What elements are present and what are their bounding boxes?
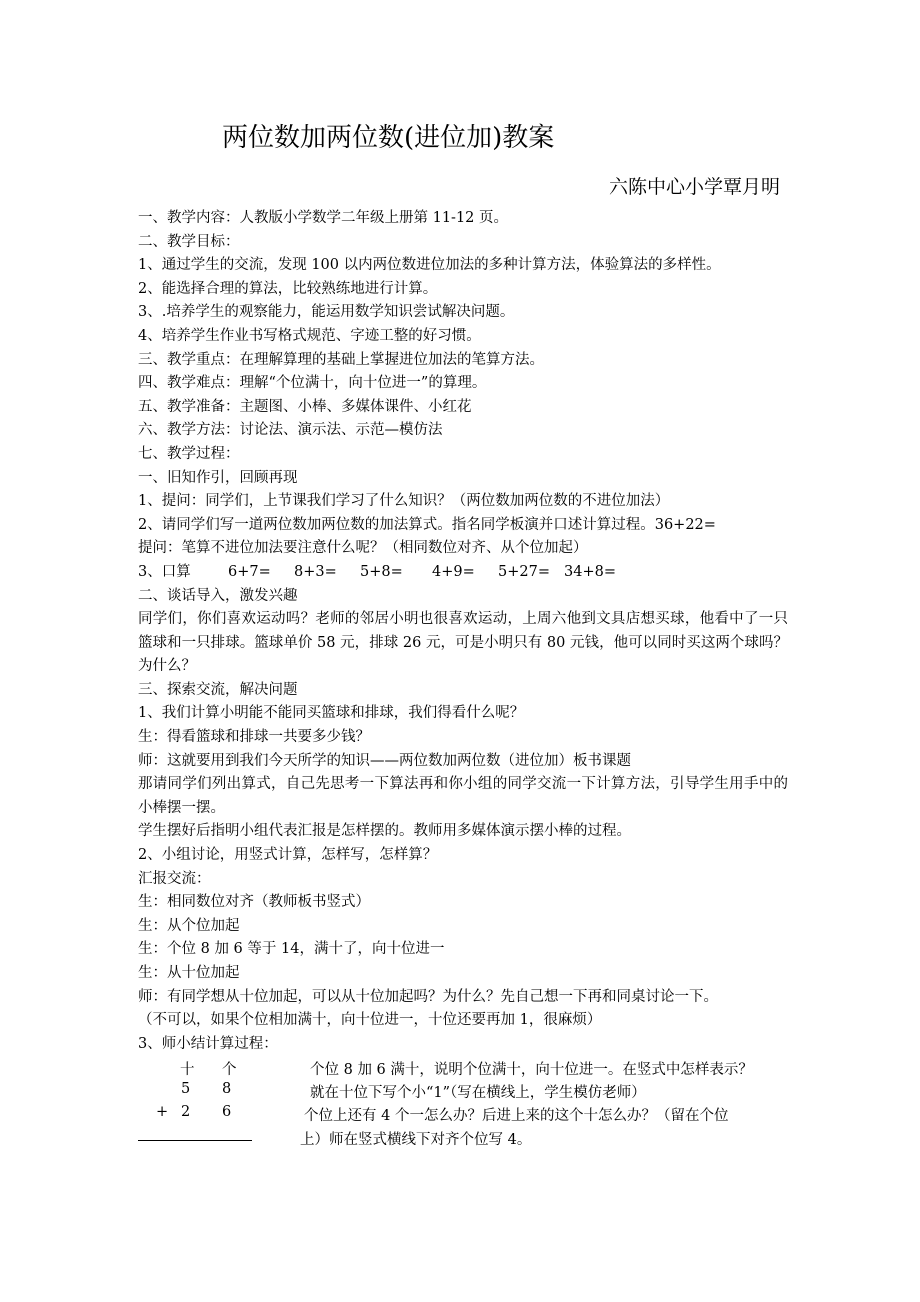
oral-calc-item: 6+7=	[228, 563, 271, 580]
teacher-line-2: 师：有同学想从十位加起，可以从十位加起吗？为什么？先自己想一下再和同桌讨论一下。	[138, 988, 718, 1005]
oral-calc-item: 5+27=	[498, 563, 550, 580]
story-paragraph: 同学们，你们喜欢运动吗？老师的邻居小明也很喜欢运动，上周六他到文具店想买球，他看中了一只篮球和一只排球。篮球单价 58 元，排球 26 元，可是小明只有 80 元钱，他可以同时买这两个球吗？为什么？	[138, 611, 788, 675]
process-heading-3: 三、探索交流，解决问题	[138, 681, 298, 698]
teacher-line-1: 师：这就要用到我们今天所学的知识——两位数加两位数（进位加）板书课题	[138, 752, 631, 769]
section-key-point: 三、教学重点：在理解算理的基础上掌握进位加法的笔算方法。	[138, 351, 544, 368]
row2-tens: 2	[181, 1104, 191, 1121]
process-question-2: 2、请同学们写一道两位数加两位数的加法算式。指名同学板演并口述计算过程。36+22=	[138, 516, 716, 533]
section-difficulty: 四、教学难点：理解“个位满十，向十位进一”的算理。	[138, 375, 487, 392]
vertical-calc-line	[138, 1140, 252, 1141]
row2-ones: 6	[222, 1104, 232, 1121]
explore-question-2: 2、小组讨论，用竖式计算，怎样写，怎样算？	[138, 847, 438, 864]
oral-calc-item: 34+8=	[564, 563, 616, 580]
section-content: 一、教学内容：人教版小学数学二年级上册第 11-12 页。	[138, 210, 509, 226]
objective-2: 2、能选择合理的算法，比较熟练地进行计算。	[138, 280, 438, 297]
oral-calc-item: 5+8=	[360, 563, 403, 580]
explanation-line-1: 个位 8 加 6 满十，说明个位满十，向十位进一。在竖式中怎样表示？	[310, 1062, 753, 1079]
summary-heading: 3、师小结计算过程：	[138, 1035, 278, 1052]
objective-3: 3、.培养学生的观察能力，能运用数学知识尝试解决问题。	[138, 304, 515, 321]
document-body	[138, 207, 788, 1152]
process-heading-2: 二、谈话导入，激发兴趣	[138, 587, 298, 604]
process-question-1: 1、提问：同学们，上节课我们学习了什么知识？（两位数加两位数的不进位加法）	[138, 493, 670, 510]
oral-calc-item: 8+3=	[294, 563, 337, 580]
teacher-line-3: （不可以，如果个位相加满十，向十位进一，十位还要再加 1，很麻烦）	[138, 1012, 602, 1029]
section-objectives: 二、教学目标：	[138, 233, 240, 250]
author-line: 六陈中心小学覃月明	[608, 176, 780, 198]
explanation-line-3: 个位上还有 4 个一怎么办？后进上来的这个十怎么办？（留在个位	[304, 1108, 729, 1125]
explanation-line-4: 上）师在竖式横线下对齐个位写 4。	[300, 1132, 532, 1149]
explanation-line-2: 就在十位下写个小“1”（写在横线上，学生模仿老师）	[310, 1085, 646, 1102]
row1-tens: 5	[181, 1081, 191, 1098]
header-tens: 十	[180, 1062, 195, 1079]
oral-calc-item: 4+9=	[432, 563, 475, 580]
report-line: 学生摆好后指明小组代表汇报是怎样摆的。教师用多媒体演示摆小棒的过程。	[138, 823, 631, 840]
objective-4: 4、培养学生作业书写格式规范、字迹工整的好习惯。	[138, 327, 481, 344]
plus-sign: +	[156, 1104, 169, 1121]
student-answer-5: 生：从十位加起	[138, 965, 240, 981]
group-work-paragraph: 那请同学们列出算式，自己先思考一下算法再和你小组的同学交流一下计算方法，引导学生用手中的小棒摆一摆。	[138, 776, 788, 816]
process-heading-1: 一、旧知作引，回顾再现	[138, 469, 298, 486]
row1-ones: 8	[222, 1081, 232, 1098]
header-ones: 个	[222, 1062, 237, 1079]
section-preparation: 五、教学准备：主题图、小棒、多媒体课件、小红花	[138, 398, 472, 415]
explore-question-1: 1、我们计算小明能不能同买篮球和排球，我们得看什么呢？	[138, 705, 525, 722]
student-answer-2: 生：相同数位对齐（教师板书竖式）	[138, 894, 370, 911]
section-methods: 六、教学方法：讨论法、演示法、示范—模仿法	[138, 422, 443, 439]
objective-1: 1、通过学生的交流，发现 100 以内两位数进位加法的多种计算方法，体验算法的多样性。	[138, 257, 721, 274]
process-question-3: 提问：笔算不进位加法要注意什么呢？（相同数位对齐、从个位加起）	[138, 540, 588, 557]
student-answer-1: 生：得看篮球和排球一共要多少钱？	[138, 729, 370, 746]
report-heading: 汇报交流：	[138, 870, 211, 887]
student-answer-3: 生：从个位加起	[138, 917, 240, 934]
oral-calc-row	[138, 561, 788, 585]
vertical-calculation	[138, 1056, 788, 1152]
student-answer-4: 生：个位 8 加 6 等于 14，满十了，向十位进一	[138, 941, 445, 958]
oral-calc-label: 3、口算	[138, 563, 191, 580]
document-title: 两位数加两位数(进位加)教案	[222, 123, 555, 153]
section-process: 七、教学过程：	[138, 445, 240, 462]
